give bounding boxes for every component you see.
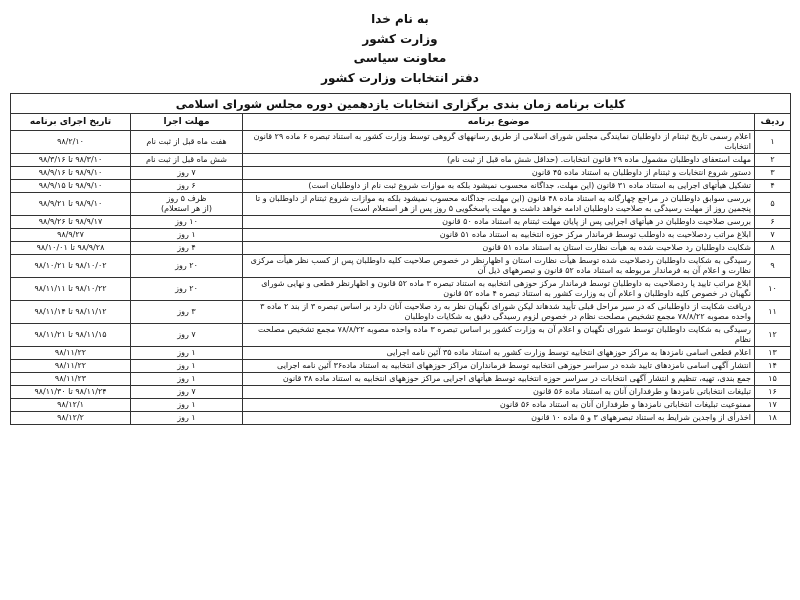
row-duration: ظرف ۵ روز (از هر استعلام)	[131, 193, 243, 216]
row-date: ۹۸/۹/۲۸ تا ۹۸/۱۰/۰۱	[11, 242, 131, 255]
row-duration: ۱ روز	[131, 229, 243, 242]
table-row	[11, 324, 791, 347]
table-row	[11, 255, 791, 278]
header-basmala: به نام خدا	[371, 12, 429, 26]
row-subject: جمع بندی، تهیه، تنظیم و انتشار آگهی انتخابات در سراسر حوزه انتخابیه توسط هیأتهای اجرایی مراکز حوزههای انتخابیه به استناد ماده ۳۸ قانون	[243, 373, 755, 386]
row-date: ۹۸/۱۱/۱۵ تا ۹۸/۱۱/۲۱	[11, 324, 131, 347]
row-duration: ۷ روز	[131, 167, 243, 180]
row-duration: ۷ روز	[131, 324, 243, 347]
row-number: ۴	[755, 180, 791, 193]
row-subject: دستور شروع انتخابات و ثبتنام از داوطلبان به استناد ماده ۴۵ قانون	[243, 167, 755, 180]
table-row	[11, 180, 791, 193]
table-row	[11, 216, 791, 229]
row-duration: ۳ روز	[131, 301, 243, 324]
row-date: ۹۸/۱۰/۲۲ تا ۹۸/۱۱/۱۱	[11, 278, 131, 301]
row-duration: ۱ روز	[131, 373, 243, 386]
row-subject: بررسی سوابق داوطلبان در مراجع چهارگانه به استناد ماده ۴۸ قانون (این مهلت، جداگانه محسوب نمیشود بلکه به موازات شروع ثبتنام از داوطلبان و تا پنجمین روز از مهلت رسیدگی به صلاحیت داوطلبان ادامه خواهد داشت و مهلت پاسخگویی ۵ روز پس از هر استعلام است)	[243, 193, 755, 216]
row-number: ۱۷	[755, 399, 791, 412]
row-number: ۹	[755, 255, 791, 278]
row-number: ۵	[755, 193, 791, 216]
header-deputy: معاونت سیاسی	[353, 51, 447, 65]
row-subject: انتشار آگهی اسامی نامزدهای تایید شده در سراسر حوزهی انتخابیه توسط فرمانداران مراکز حوزههای انتخابیه به استناد ماده۳۶ آئین نامه اجرایی	[243, 360, 755, 373]
row-date: ۹۸/۱۱/۱۲ تا ۹۸/۱۱/۱۴	[11, 301, 131, 324]
row-number: ۱۰	[755, 278, 791, 301]
row-number: ۱۶	[755, 386, 791, 399]
row-date: ۹۸/۱۱/۲۳	[11, 373, 131, 386]
table-row	[11, 167, 791, 180]
row-subject: مهلت استعفای داوطلبان مشمول ماده ۲۹ قانون انتخابات. (حداقل شش ماه قبل از ثبت نام)	[243, 154, 755, 167]
table-row	[11, 347, 791, 360]
table-row	[11, 399, 791, 412]
row-number: ۲	[755, 154, 791, 167]
table-row	[11, 373, 791, 386]
row-number: ۱	[755, 131, 791, 154]
row-date: ۹۸/۱۰/۰۲ تا ۹۸/۱۰/۲۱	[11, 255, 131, 278]
row-duration: هفت ماه قبل از ثبت نام	[131, 131, 243, 154]
row-number: ۱۴	[755, 360, 791, 373]
row-date: ۹۸/۳/۱۰ تا ۹۸/۳/۱۶	[11, 154, 131, 167]
table-row	[11, 386, 791, 399]
row-number: ۸	[755, 242, 791, 255]
row-subject: دریافت شکایت از داوطلبانی که در سیر مراحل قبلی تأیید شدهاند لیکن شورای نگهبان نظر به رد صلاحیت آنان دارد بر اساس تبصره ۳ از بند ۲ ماده ۳ واحده مصوبه ۷۸/۸/۲۲ مجمع تشخیص مصلحت نظام در خصوص لزوم رسیدگی دقیق به شکایات داوطلبان	[243, 301, 755, 324]
header-ministry: وزارت کشور	[362, 31, 438, 46]
row-duration: ۴ روز	[131, 242, 243, 255]
header-office: دفتر انتخابات وزارت کشور	[321, 70, 479, 85]
row-number: ۱۸	[755, 412, 791, 425]
row-date: ۹۸/۹/۲۷	[11, 229, 131, 242]
row-subject: اعلام قطعی اسامی نامزدها به مراکز حوزههای انتخابیه توسط وزارت کشور به استناد ماده ۳۵ آئین نامه اجرایی	[243, 347, 755, 360]
row-duration: ۱۰ روز	[131, 216, 243, 229]
row-date: ۹۸/۱۱/۲۴ تا ۹۸/۱۱/۳۰	[11, 386, 131, 399]
row-subject: اعلام رسمی تاریخ ثبتنام از داوطلبان نمایندگی مجلس شورای اسلامی از طریق رسانههای گروهی توسط وزارت کشور به استناد تبصره ۶ ماده ۲۹ قانون انتخابات	[243, 131, 755, 154]
schedule-table-wrapper	[10, 93, 790, 425]
row-subject: تبلیغات انتخاباتی نامزدها و طرفداران آنان به استناد ماده ۵۶ قانون	[243, 386, 755, 399]
row-duration: ۱ روز	[131, 347, 243, 360]
table-header-row	[11, 114, 791, 131]
table-body	[11, 131, 791, 425]
row-duration: ۱ روز	[131, 399, 243, 412]
row-date: ۹۸/۹/۱۰ تا ۹۸/۹/۱۵	[11, 180, 131, 193]
row-duration: ۶ روز	[131, 180, 243, 193]
column-header-date: تاریخ اجرای برنامه	[11, 114, 131, 131]
row-subject: ممنوعیت تبلیغات انتخاباتی نامزدها و طرفداران آنان به استناد ماده ۵۶ قانون	[243, 399, 755, 412]
table-row	[11, 242, 791, 255]
row-number: ۶	[755, 216, 791, 229]
document-header	[0, 10, 800, 88]
row-subject: ابلاغ مراتب ردصلاحیت به داوطلب توسط فرماندار مرکز حوزه انتخابیه به استناد ماده ۵۱ قانون	[243, 229, 755, 242]
schedule-table	[10, 93, 791, 425]
row-number: ۱۲	[755, 324, 791, 347]
row-date: ۹۸/۱۱/۲۲	[11, 347, 131, 360]
table-row	[11, 278, 791, 301]
row-number: ۱۵	[755, 373, 791, 386]
column-header-subject: موضوع برنامه	[243, 114, 755, 131]
row-subject: تشکیل هیأتهای اجرایی به استناد ماده ۳۱ قانون (این مهلت، جداگانه محسوب نمیشود بلکه به موازات شروع ثبت نام از داوطلبان است)	[243, 180, 755, 193]
row-date: ۹۸/۹/۱۰ تا ۹۸/۹/۱۶	[11, 167, 131, 180]
table-title-row	[11, 94, 791, 114]
table-row	[11, 131, 791, 154]
row-subject: رسیدگی به شکایت داوطلبان ردصلاحیت شده توسط هیأت نظارت استان و اظهارنظر در خصوص صلاحیت کلیه داوطلبان پس از کسب نظر هیأت مرکزی نظارت و اعلام آن به فرماندار مربوطه به استناد ماده ۵۲ قانون و تبصرههای ذیل آن	[243, 255, 755, 278]
row-date: ۹۸/۹/۱۰ تا ۹۸/۹/۲۱	[11, 193, 131, 216]
table-row	[11, 229, 791, 242]
row-duration: ۷ روز	[131, 386, 243, 399]
row-duration: ۱ روز	[131, 360, 243, 373]
row-subject: ابلاغ مراتب تایید یا ردصلاحیت به داوطلبان توسط فرماندار مرکز حوزهی انتخابیه به استناد تبصره ۳ ماده ۵۲ قانون و اظهارنظر قطعی و نهایی شورای نگهبان در خصوص کلیه داوطلبان و اعلام آن به وزارت کشور به استناد تبصره ۴ ماده ۵۲ قانون	[243, 278, 755, 301]
table-row	[11, 301, 791, 324]
row-date: ۹۸/۱۲/۱	[11, 399, 131, 412]
row-subject: رسیدگی به شکایت داوطلبان توسط شورای نگهبان و اعلام آن به وزارت کشور بر اساس تبصره ۳ ماده واحده مصوبه ۷۸/۸/۲۲ مجمع تشخیص مصلحت نظام	[243, 324, 755, 347]
table-title: کلیات برنامه زمان بندی برگزاری انتخابات یازدهمین دوره مجلس شورای اسلامی	[11, 94, 791, 114]
table-row	[11, 193, 791, 216]
row-date: ۹۸/۲/۱۰	[11, 131, 131, 154]
row-duration: شش ماه قبل از ثبت نام	[131, 154, 243, 167]
row-number: ۷	[755, 229, 791, 242]
table-row	[11, 154, 791, 167]
row-date: ۹۸/۱۱/۲۲	[11, 360, 131, 373]
row-date: ۹۸/۹/۱۷ تا ۹۸/۹/۲۶	[11, 216, 131, 229]
row-subject: شکایت داوطلبان رد صلاحیت شده به هیأت نظارت استان به استناد ماده ۵۱ قانون	[243, 242, 755, 255]
column-header-number: ردیف	[755, 114, 791, 131]
column-header-duration: مهلت اجرا	[131, 114, 243, 131]
row-subject: بررسی صلاحیت داوطلبان در هیأتهای اجرایی پس از پایان مهلت ثبتنام به استناد ماده ۵۰ قانون	[243, 216, 755, 229]
row-date: ۹۸/۱۲/۲	[11, 412, 131, 425]
row-number: ۱۳	[755, 347, 791, 360]
row-subject: اخذرأی از واجدین شرایط به استناد تبصرههای ۳ و ۵ ماده ۱۰ قانون	[243, 412, 755, 425]
row-duration: ۲۰ روز	[131, 278, 243, 301]
table-row	[11, 412, 791, 425]
row-number: ۳	[755, 167, 791, 180]
row-duration: ۲۰ روز	[131, 255, 243, 278]
table-row	[11, 360, 791, 373]
row-duration: ۱ روز	[131, 412, 243, 425]
row-number: ۱۱	[755, 301, 791, 324]
